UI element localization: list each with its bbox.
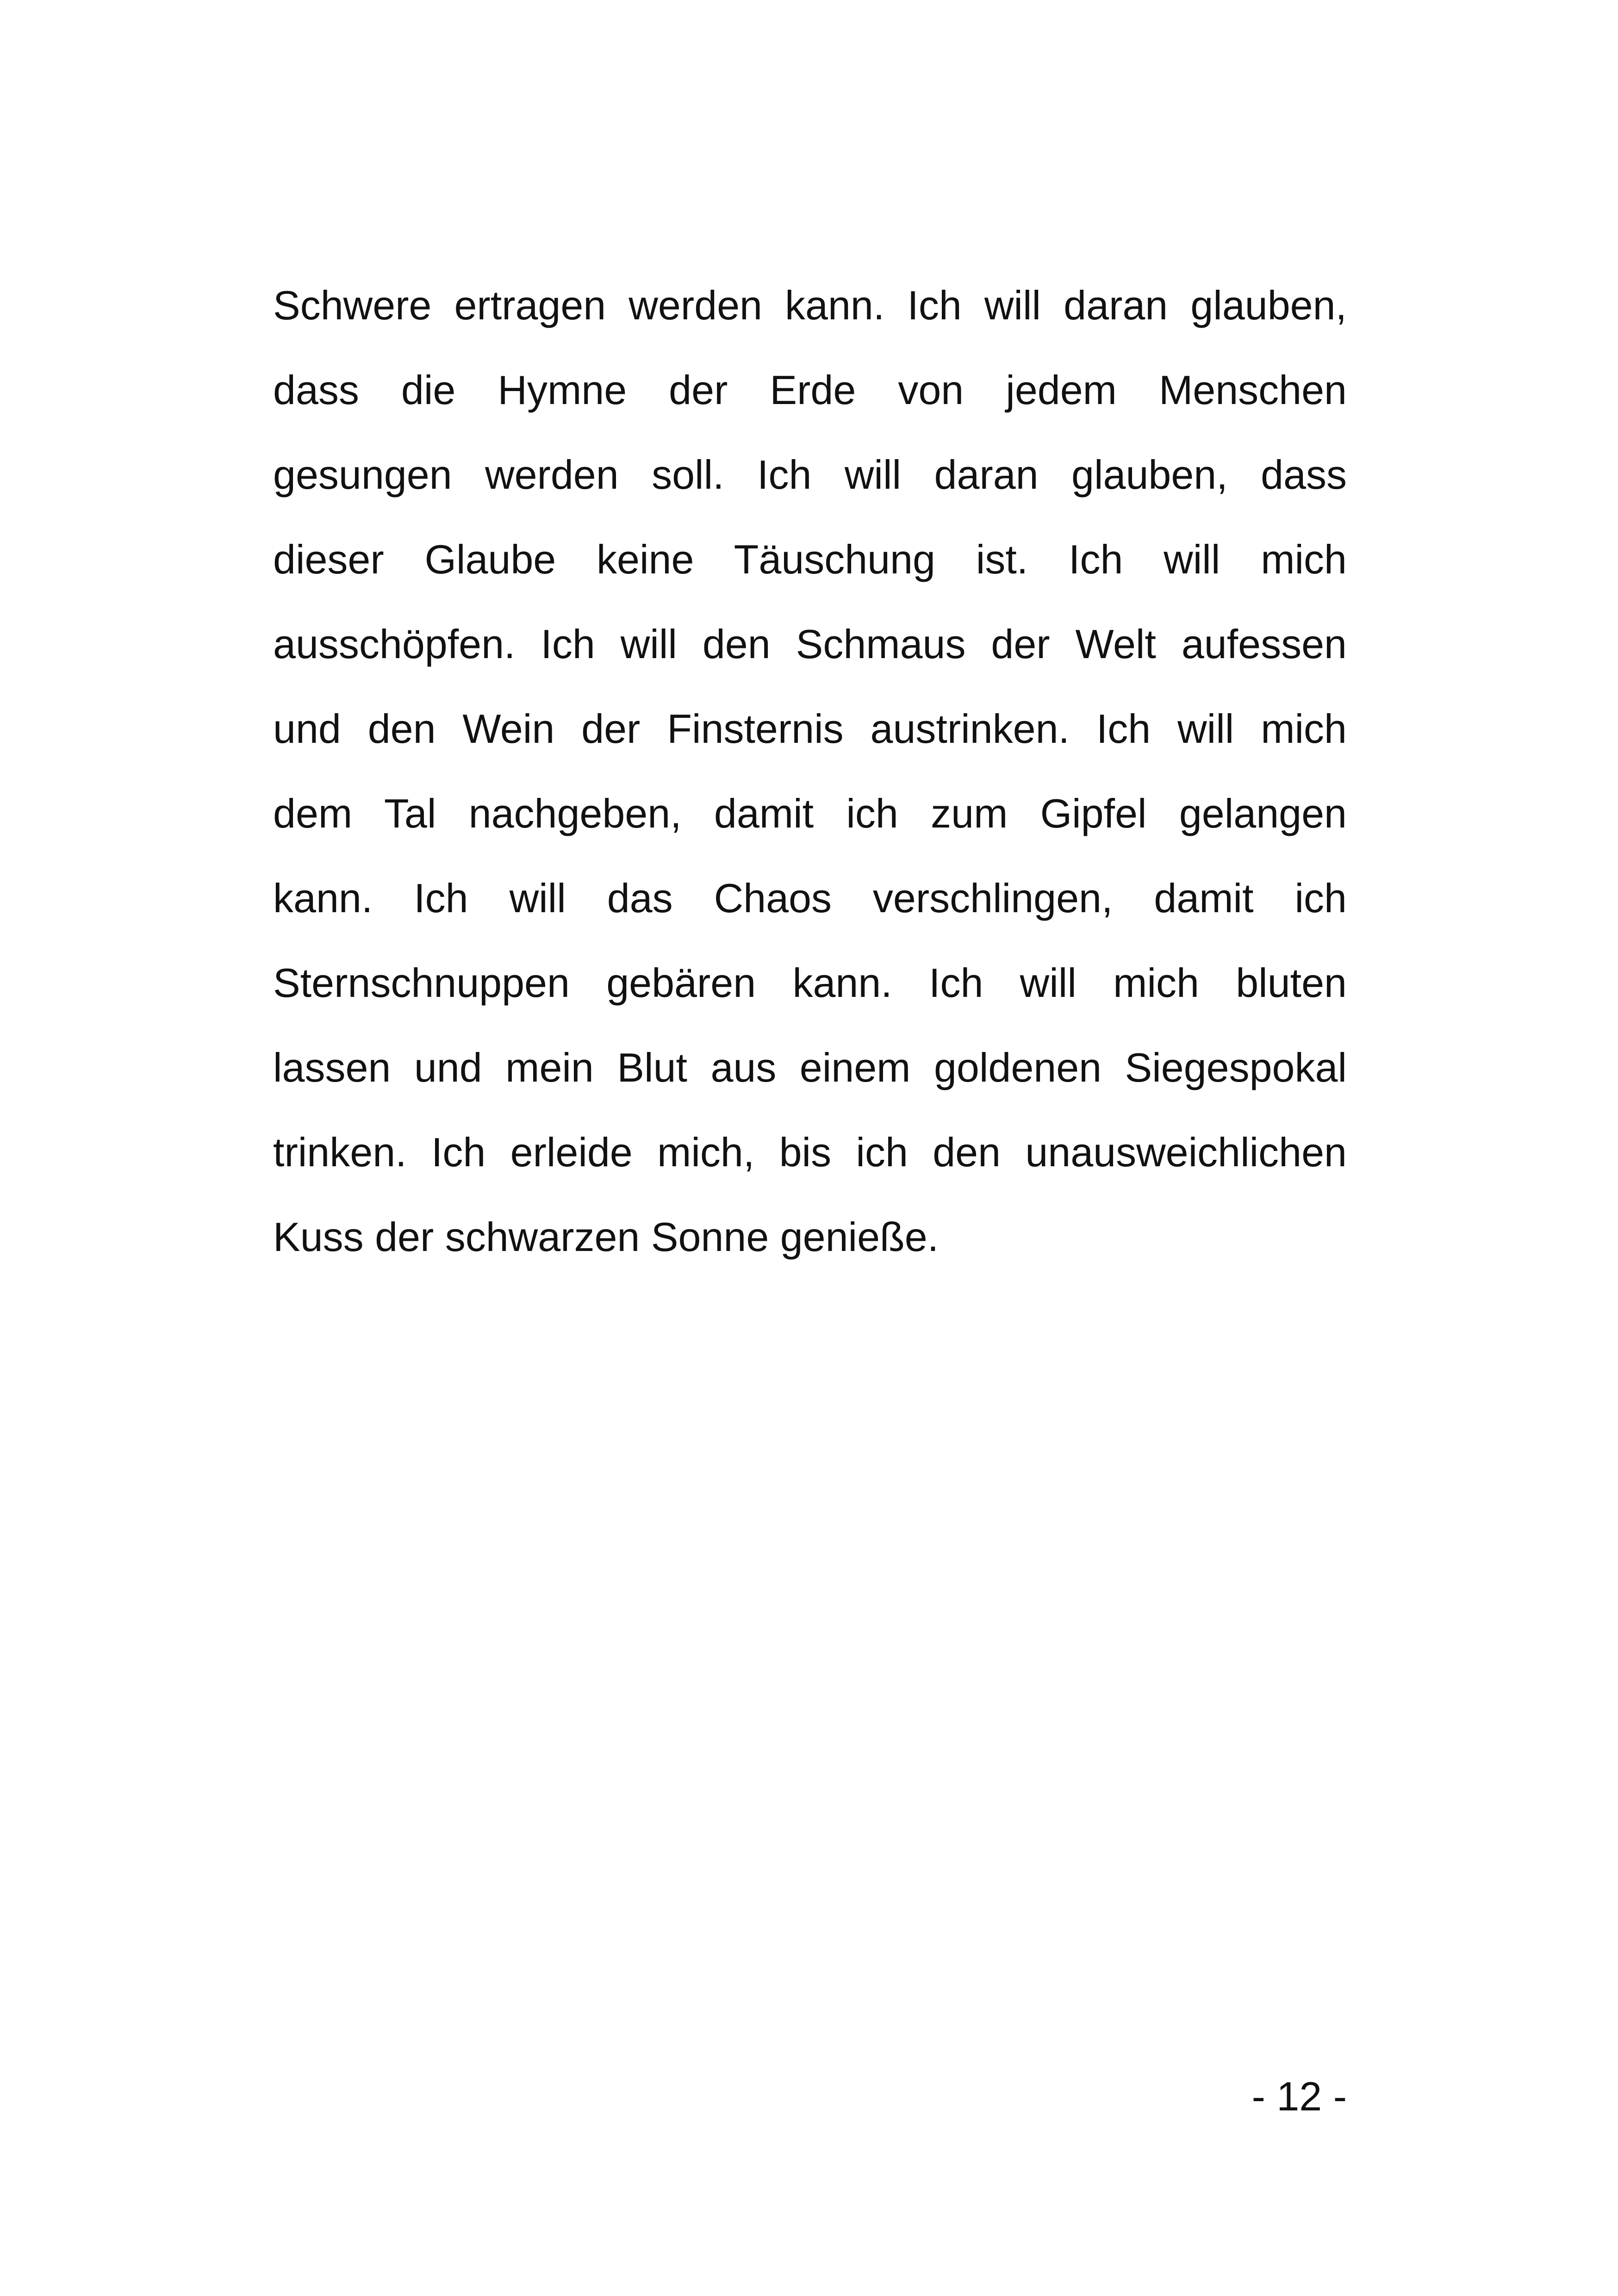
text-line: dem Tal nachgeben, damit ich zum Gipfel gelangen (273, 790, 1347, 836)
text-line: Kuss der schwarzen Sonne genieße. (273, 1214, 939, 1260)
page-number: - 12 - (1251, 2073, 1347, 2119)
text-line: dass die Hymne der Erde von jedem Menschen (273, 367, 1347, 413)
text-line: und den Wein der Finsternis austrinken. Ich will mich (273, 706, 1347, 752)
text-line: gesungen werden soll. Ich will daran glauben, dass (273, 452, 1347, 498)
text-line: trinken. Ich erleide mich, bis ich den unausweichlichen (273, 1129, 1347, 1175)
body-text (273, 273, 1347, 1289)
text-line: dieser Glaube keine Täuschung ist. Ich will mich (273, 536, 1347, 582)
text-line: Sternschnuppen gebären kann. Ich will mich bluten (273, 960, 1347, 1006)
text-line: kann. Ich will das Chaos verschlingen, damit ich (273, 875, 1347, 921)
text-line: lassen und mein Blut aus einem goldenen Siegespokal (273, 1045, 1347, 1090)
text-line: Schwere ertragen werden kann. Ich will daran glauben, (273, 282, 1347, 328)
text-line: ausschöpfen. Ich will den Schmaus der Welt aufessen (273, 621, 1347, 667)
